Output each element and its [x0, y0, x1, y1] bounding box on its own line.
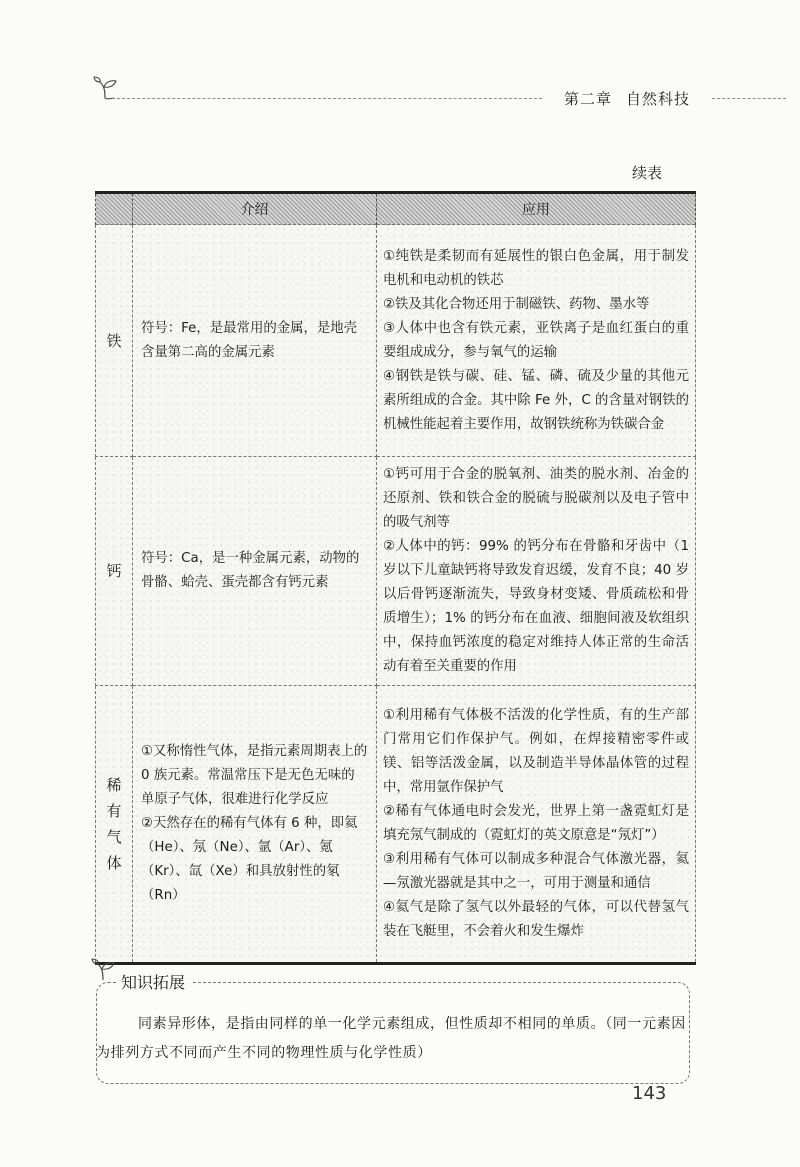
- element-name-char: 气: [106, 828, 122, 846]
- element-name-char: 有: [106, 802, 122, 820]
- intro-cell: 符号：Ca，是一种金属元素，动物的骨骼、蛤壳、蛋壳都含有钙元素: [133, 457, 377, 686]
- header-cell-intro: 介绍: [133, 193, 377, 225]
- application-item: ④钢铁是铁与碳、硅、锰、磷、硫及少量的其他元素所组成的合金。其中除 Fe 外，C 的含量对钢铁的机械性能起着主要作用，故钢铁统称为铁碳合金: [383, 368, 689, 432]
- application-item: ①利用稀有气体极不活泼的化学性质，有的生产部门常用它们作保护气。例如，在焊接精密零件或镁、铝等活泼金属，以及制造半导体晶体管的过程中，常用氩作保护气: [383, 708, 689, 795]
- application-item: ①纯铁是柔韧而有延展性的银白色金属，用于制发电机和电动机的铁芯: [383, 248, 689, 288]
- elements-table: [95, 191, 696, 965]
- application-item: ②铁及其化合物还用于制磁铁、药物、墨水等: [383, 296, 650, 312]
- application-item: ①钙可用于合金的脱氧剂、油类的脱水剂、冶金的还原剂、铁和铁合金的脱硫与脱碳剂以及电子管中的吸气剂等: [383, 467, 689, 530]
- element-name-cell: [96, 686, 133, 964]
- application-cell: [377, 457, 696, 686]
- element-name-char: 稀: [106, 776, 122, 794]
- running-header: [564, 88, 690, 109]
- section-label: 自然科技: [626, 90, 691, 108]
- table-header-row: [96, 193, 696, 225]
- table-row: [96, 686, 696, 964]
- element-name-cell: [96, 225, 133, 457]
- page-number: 143: [632, 1083, 667, 1104]
- table-row: [96, 457, 696, 686]
- application-item: ④氦气是除了氢气以外最轻的气体，可以代替氢气装在飞艇里，不会着火和发生爆炸: [383, 900, 689, 939]
- table-row: [96, 225, 696, 457]
- application-item: ②人体中的钙：99% 的钙分布在骨骼和牙齿中（1 岁以下儿童缺钙将导致发育迟缓，发育不良；40 岁以后骨钙逐渐流失，导致身材变矮、骨质疏松和骨质增生）；1% 的钙分布在血液、细胞间液及软组织中，保持血钙浓度的稳定对维持人体正常的生命活动有着至关重要的作用: [383, 539, 689, 674]
- intro-cell: 符号：Fe，是最常用的金属，是地壳含量第二高的金属元素: [133, 225, 377, 457]
- element-name-char: 铁: [106, 331, 122, 350]
- extension-text: 同素异形体，是指由同样的单一化学元素组成，但性质却不相同的单质。（同一元素因为排列方式不同而产生不同的物理性质与化学性质）: [96, 1016, 686, 1061]
- intro-cell: ①又称惰性气体，是指元素周期表上的 0 族元素。常温常压下是无色无味的单原子气体，很难进行化学反应 ②天然存在的稀有气体有 6 种，即氦（He）、氖（Ne）、氩（Ar）、氪（Kr）、氙（Xe）和具放射性的氡（Rn）: [133, 686, 377, 964]
- header-cell-name: [96, 193, 133, 225]
- application-cell: [377, 225, 696, 457]
- element-name-char: 体: [106, 854, 122, 872]
- header-cell-app: 应用: [377, 193, 696, 225]
- header-divider-right: [712, 98, 786, 99]
- application-item: ③人体中也含有铁元素，亚铁离子是血红蛋白的重要组成成分，参与氧气的运输: [383, 320, 689, 360]
- header-divider: [112, 98, 542, 99]
- application-item: ③利用稀有气体可以制成多种混合气体激光器，氦—氖激光器就是其中之一，可用于测量和通信: [383, 852, 689, 891]
- chapter-label: 第二章: [564, 90, 613, 108]
- element-name-cell: [96, 457, 133, 686]
- sprout-icon: [90, 958, 116, 982]
- continued-label: 续表: [632, 164, 663, 182]
- application-item: ②稀有气体通电时会发光，世界上第一盏霓虹灯是填充氖气制成的（霓虹灯的英文原意是“氖灯”）: [383, 804, 689, 843]
- application-cell: [377, 686, 696, 964]
- element-name-char: 钙: [106, 562, 122, 580]
- extension-title: 知识拓展: [117, 970, 193, 993]
- sprout-icon: [92, 76, 118, 100]
